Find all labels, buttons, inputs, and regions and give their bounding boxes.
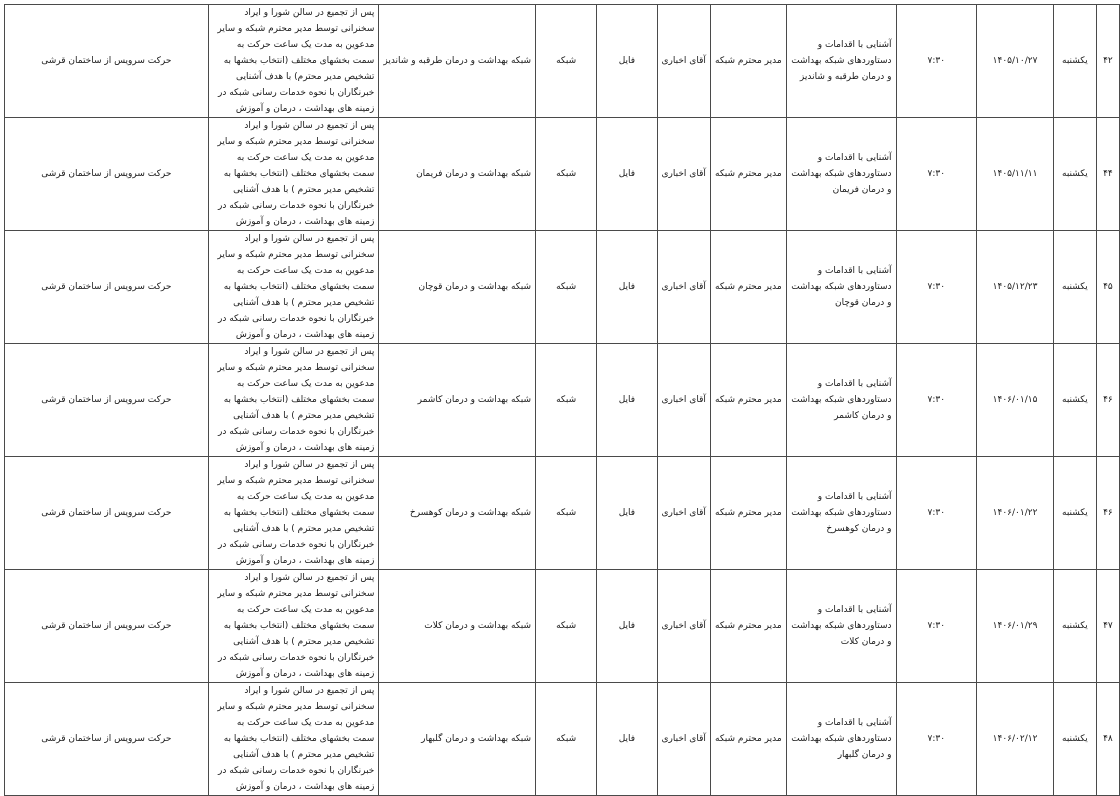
row-number: ۴۶ (1096, 344, 1119, 457)
format-cell: فایل (597, 231, 657, 344)
level-cell: شبکه (536, 231, 597, 344)
description-cell: پس از تجمیع در سالن شورا و ایراد سخنرانی توسط مدیر محترم شبکه و سایر مدعوین به مدت یک ساعت حرکت به سمت بخشهای مختلف (انتخاب بخشها به تشخیص مدیر محترم ) با هدف آشنایی خبرنگاران با نحوه خدمات رسانی شبکه در زمینه های بهداشت ، درمان و آموزش (208, 118, 379, 231)
day-cell: یکشنبه (1053, 570, 1096, 683)
host-cell: مدیر محترم شبکه (710, 118, 786, 231)
venue-cell: شبکه بهداشت و درمان گلبهار (379, 683, 536, 796)
day-cell: یکشنبه (1053, 457, 1096, 570)
venue-cell: شبکه بهداشت و درمان فریمان (379, 118, 536, 231)
table-row (5, 344, 1120, 457)
format-cell: فایل (597, 5, 657, 118)
row-number: ۴۲ (1096, 5, 1119, 118)
day-cell: یکشنبه (1053, 344, 1096, 457)
date-cell: ۱۴۰۶/۰۱/۲۹ (977, 570, 1054, 683)
topic-cell: آشنایی با اقدامات و دستاوردهای شبکه بهداشت و درمان قوچان (786, 231, 896, 344)
format-cell: فایل (597, 570, 657, 683)
level-cell: شبکه (536, 683, 597, 796)
table-row (5, 683, 1120, 796)
day-cell: یکشنبه (1053, 683, 1096, 796)
table-row (5, 570, 1120, 683)
table-row (5, 5, 1120, 118)
transport-cell: حرکت سرویس از ساختمان قرشی (5, 570, 209, 683)
topic-cell: آشنایی با اقدامات و دستاوردهای شبکه بهداشت و درمان کوهسرخ (786, 457, 896, 570)
lead-cell: آقای اخباری (657, 457, 710, 570)
lead-cell: آقای اخباری (657, 231, 710, 344)
time-cell: ۷:۳۰ (896, 118, 977, 231)
time-cell: ۷:۳۰ (896, 5, 977, 118)
lead-cell: آقای اخباری (657, 570, 710, 683)
host-cell: مدیر محترم شبکه (710, 570, 786, 683)
venue-cell: شبکه بهداشت و درمان قوچان (379, 231, 536, 344)
format-cell: فایل (597, 118, 657, 231)
row-number: ۴۶ (1096, 457, 1119, 570)
row-number: ۴۵ (1096, 231, 1119, 344)
transport-cell: حرکت سرویس از ساختمان قرشی (5, 683, 209, 796)
day-cell: یکشنبه (1053, 231, 1096, 344)
level-cell: شبکه (536, 344, 597, 457)
schedule-table (4, 4, 1120, 796)
description-cell: پس از تجمیع در سالن شورا و ایراد سخنرانی توسط مدیر محترم شبکه و سایر مدعوین به مدت یک ساعت حرکت به سمت بخشهای مختلف (انتخاب بخشها به تشخیص مدیر محترم ) با هدف آشنایی خبرنگاران با نحوه خدمات رسانی شبکه در زمینه های بهداشت ، درمان و آموزش (208, 457, 379, 570)
transport-cell: حرکت سرویس از ساختمان قرشی (5, 344, 209, 457)
topic-cell: آشنایی با اقدامات و دستاوردهای شبکه بهداشت و درمان فریمان (786, 118, 896, 231)
transport-cell: حرکت سرویس از ساختمان قرشی (5, 457, 209, 570)
level-cell: شبکه (536, 570, 597, 683)
day-cell: یکشنبه (1053, 5, 1096, 118)
row-number: ۴۷ (1096, 570, 1119, 683)
table-body (5, 5, 1120, 796)
level-cell: شبکه (536, 5, 597, 118)
date-cell: ۱۴۰۵/۱۰/۲۷ (977, 5, 1054, 118)
date-cell: ۱۴۰۶/۰۲/۱۲ (977, 683, 1054, 796)
transport-cell: حرکت سرویس از ساختمان قرشی (5, 5, 209, 118)
time-cell: ۷:۳۰ (896, 344, 977, 457)
topic-cell: آشنایی با اقدامات و دستاوردهای شبکه بهداشت و درمان طرقبه و شاندیز (786, 5, 896, 118)
date-cell: ۱۴۰۶/۰۱/۱۵ (977, 344, 1054, 457)
date-cell: ۱۴۰۵/۱۱/۱۱ (977, 118, 1054, 231)
format-cell: فایل (597, 344, 657, 457)
time-cell: ۷:۳۰ (896, 231, 977, 344)
format-cell: فایل (597, 457, 657, 570)
time-cell: ۷:۳۰ (896, 570, 977, 683)
host-cell: مدیر محترم شبکه (710, 683, 786, 796)
table-row (5, 231, 1120, 344)
description-cell: پس از تجمیع در سالن شورا و ایراد سخنرانی توسط مدیر محترم شبکه و سایر مدعوین به مدت یک ساعت حرکت به سمت بخشهای مختلف (انتخاب بخشها به تشخیص مدیر محترم) با هدف آشنایی خبرنگاران با نحوه خدمات رسانی شبکه در زمینه های بهداشت ، درمان و آموزش (208, 5, 379, 118)
description-cell: پس از تجمیع در سالن شورا و ایراد سخنرانی توسط مدیر محترم شبکه و سایر مدعوین به مدت یک ساعت حرکت به سمت بخشهای مختلف (انتخاب بخشها به تشخیص مدیر محترم ) با هدف آشنایی خبرنگاران با نحوه خدمات رسانی شبکه در زمینه های بهداشت ، درمان و آموزش (208, 231, 379, 344)
host-cell: مدیر محترم شبکه (710, 231, 786, 344)
topic-cell: آشنایی با اقدامات و دستاوردهای شبکه بهداشت و درمان کلات (786, 570, 896, 683)
time-cell: ۷:۳۰ (896, 683, 977, 796)
date-cell: ۱۴۰۶/۰۱/۲۲ (977, 457, 1054, 570)
table-row (5, 118, 1120, 231)
level-cell: شبکه (536, 457, 597, 570)
time-cell: ۷:۳۰ (896, 457, 977, 570)
host-cell: مدیر محترم شبکه (710, 344, 786, 457)
day-cell: یکشنبه (1053, 118, 1096, 231)
lead-cell: آقای اخباری (657, 118, 710, 231)
row-number: ۴۸ (1096, 683, 1119, 796)
venue-cell: شبکه بهداشت و درمان کاشمر (379, 344, 536, 457)
host-cell: مدیر محترم شبکه (710, 5, 786, 118)
format-cell: فایل (597, 683, 657, 796)
topic-cell: آشنایی با اقدامات و دستاوردهای شبکه بهداشت و درمان گلبهار (786, 683, 896, 796)
description-cell: پس از تجمیع در سالن شورا و ایراد سخنرانی توسط مدیر محترم شبکه و سایر مدعوین به مدت یک ساعت حرکت به سمت بخشهای مختلف (انتخاب بخشها به تشخیص مدیر محترم ) با هدف آشنایی خبرنگاران با نحوه خدمات رسانی شبکه در زمینه های بهداشت ، درمان و آموزش (208, 344, 379, 457)
lead-cell: آقای اخباری (657, 344, 710, 457)
transport-cell: حرکت سرویس از ساختمان قرشی (5, 231, 209, 344)
venue-cell: شبکه بهداشت و درمان کلات (379, 570, 536, 683)
date-cell: ۱۴۰۵/۱۲/۲۳ (977, 231, 1054, 344)
schedule-sheet (4, 4, 1120, 796)
host-cell: مدیر محترم شبکه (710, 457, 786, 570)
venue-cell: شبکه بهداشت و درمان کوهسرخ (379, 457, 536, 570)
description-cell: پس از تجمیع در سالن شورا و ایراد سخنرانی توسط مدیر محترم شبکه و سایر مدعوین به مدت یک ساعت حرکت به سمت بخشهای مختلف (انتخاب بخشها به تشخیص مدیر محترم ) با هدف آشنایی خبرنگاران با نحوه خدمات رسانی شبکه در زمینه های بهداشت ، درمان و آموزش (208, 683, 379, 796)
description-cell: پس از تجمیع در سالن شورا و ایراد سخنرانی توسط مدیر محترم شبکه و سایر مدعوین به مدت یک ساعت حرکت به سمت بخشهای مختلف (انتخاب بخشها به تشخیص مدیر محترم ) با هدف آشنایی خبرنگاران با نحوه خدمات رسانی شبکه در زمینه های بهداشت ، درمان و آموزش (208, 570, 379, 683)
venue-cell: شبکه بهداشت و درمان طرقبه و شاندیز (379, 5, 536, 118)
table-row (5, 457, 1120, 570)
level-cell: شبکه (536, 118, 597, 231)
topic-cell: آشنایی با اقدامات و دستاوردهای شبکه بهداشت و درمان کاشمر (786, 344, 896, 457)
lead-cell: آقای اخباری (657, 5, 710, 118)
transport-cell: حرکت سرویس از ساختمان قرشی (5, 118, 209, 231)
row-number: ۴۴ (1096, 118, 1119, 231)
lead-cell: آقای اخباری (657, 683, 710, 796)
